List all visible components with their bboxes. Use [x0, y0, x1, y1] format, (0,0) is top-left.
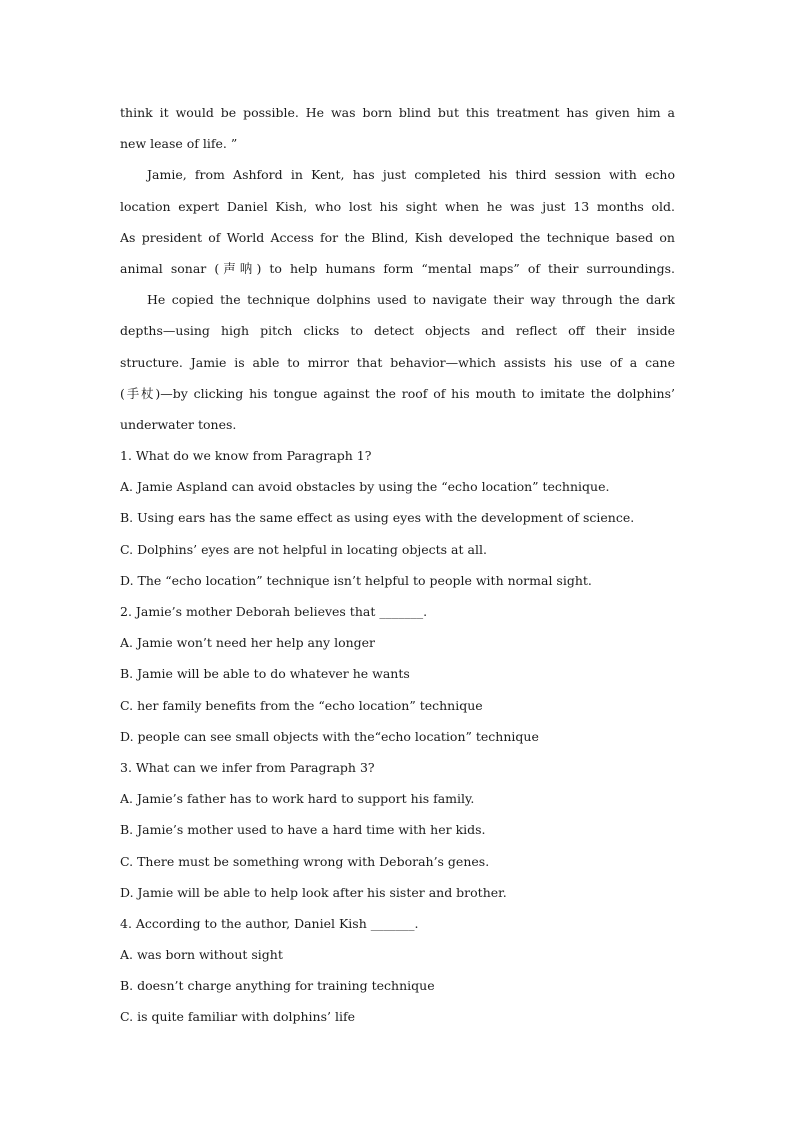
paragraph-start-line: He copied the technique dolphins used to navigate their way through the dark — [147, 292, 675, 308]
question-1: 1. What do we know from Paragraph 1? — [120, 448, 372, 464]
question-1-option-b: B. Using ears has the same effect as using eyes with the development of science. — [120, 510, 635, 526]
question-2-option-c: C. her family benefits from the “echo location” technique — [120, 697, 483, 713]
question-2-option-a: A. Jamie won’t need her help any longer — [120, 635, 376, 651]
text-line: depths—using high pitch clicks to detect objects and reflect off their inside — [120, 323, 675, 339]
text-line: new lease of life. ” — [120, 136, 238, 152]
question-2-option-b: B. Jamie will be able to do whatever he wants — [120, 666, 410, 682]
text-line: structure. Jamie is able to mirror that behavior—which assists his use of a cane — [120, 354, 675, 370]
text-line: (手杖)—by clicking his tongue against the roof of his mouth to imitate the dolphins’ — [120, 385, 675, 401]
document-body — [120, 97, 675, 1033]
question-1-option-a: A. Jamie Aspland can avoid obstacles by using the “echo location” technique. — [120, 479, 610, 495]
text-line: animal sonar (声呐) to help humans form “mental maps” of their surroundings. — [120, 260, 675, 276]
question-3-option-c: C. There must be something wrong with Deborah’s genes. — [120, 853, 490, 869]
question-4: 4. According to the author, Daniel Kish _______. — [120, 915, 419, 931]
text-line: location expert Daniel Kish, who lost his sight when he was just 13 months old. — [120, 198, 675, 214]
question-2: 2. Jamie’s mother Deborah believes that _______. — [120, 604, 428, 619]
question-4-option-a: A. was born without sight — [120, 947, 283, 963]
question-1-option-c: C. Dolphins’ eyes are not helpful in locating objects at all. — [120, 541, 487, 557]
text-line: think it would be possible. He was born blind but this treatment has given him a — [120, 105, 675, 120]
question-4-option-b: B. doesn’t charge anything for training technique — [120, 978, 435, 994]
question-3-option-d: D. Jamie will be able to help look after his sister and brother. — [120, 884, 507, 900]
text-line: underwater tones. — [120, 416, 237, 432]
text-line: As president of World Access for the Blind, Kish developed the technique based on — [120, 229, 675, 245]
question-3-option-a: A. Jamie’s father has to work hard to support his family. — [120, 791, 475, 807]
question-4-option-c: C. is quite familiar with dolphins’ life — [120, 1009, 355, 1025]
question-3-option-b: B. Jamie’s mother used to have a hard time with her kids. — [120, 822, 486, 838]
paragraph-start-line: Jamie, from Ashford in Kent, has just completed his third session with echo — [147, 167, 675, 183]
question-2-option-d: D. people can see small objects with the“echo location” technique — [120, 728, 539, 744]
question-3: 3. What can we infer from Paragraph 3? — [120, 759, 375, 775]
question-1-option-d: D. The “echo location” technique isn’t helpful to people with normal sight. — [120, 572, 592, 588]
